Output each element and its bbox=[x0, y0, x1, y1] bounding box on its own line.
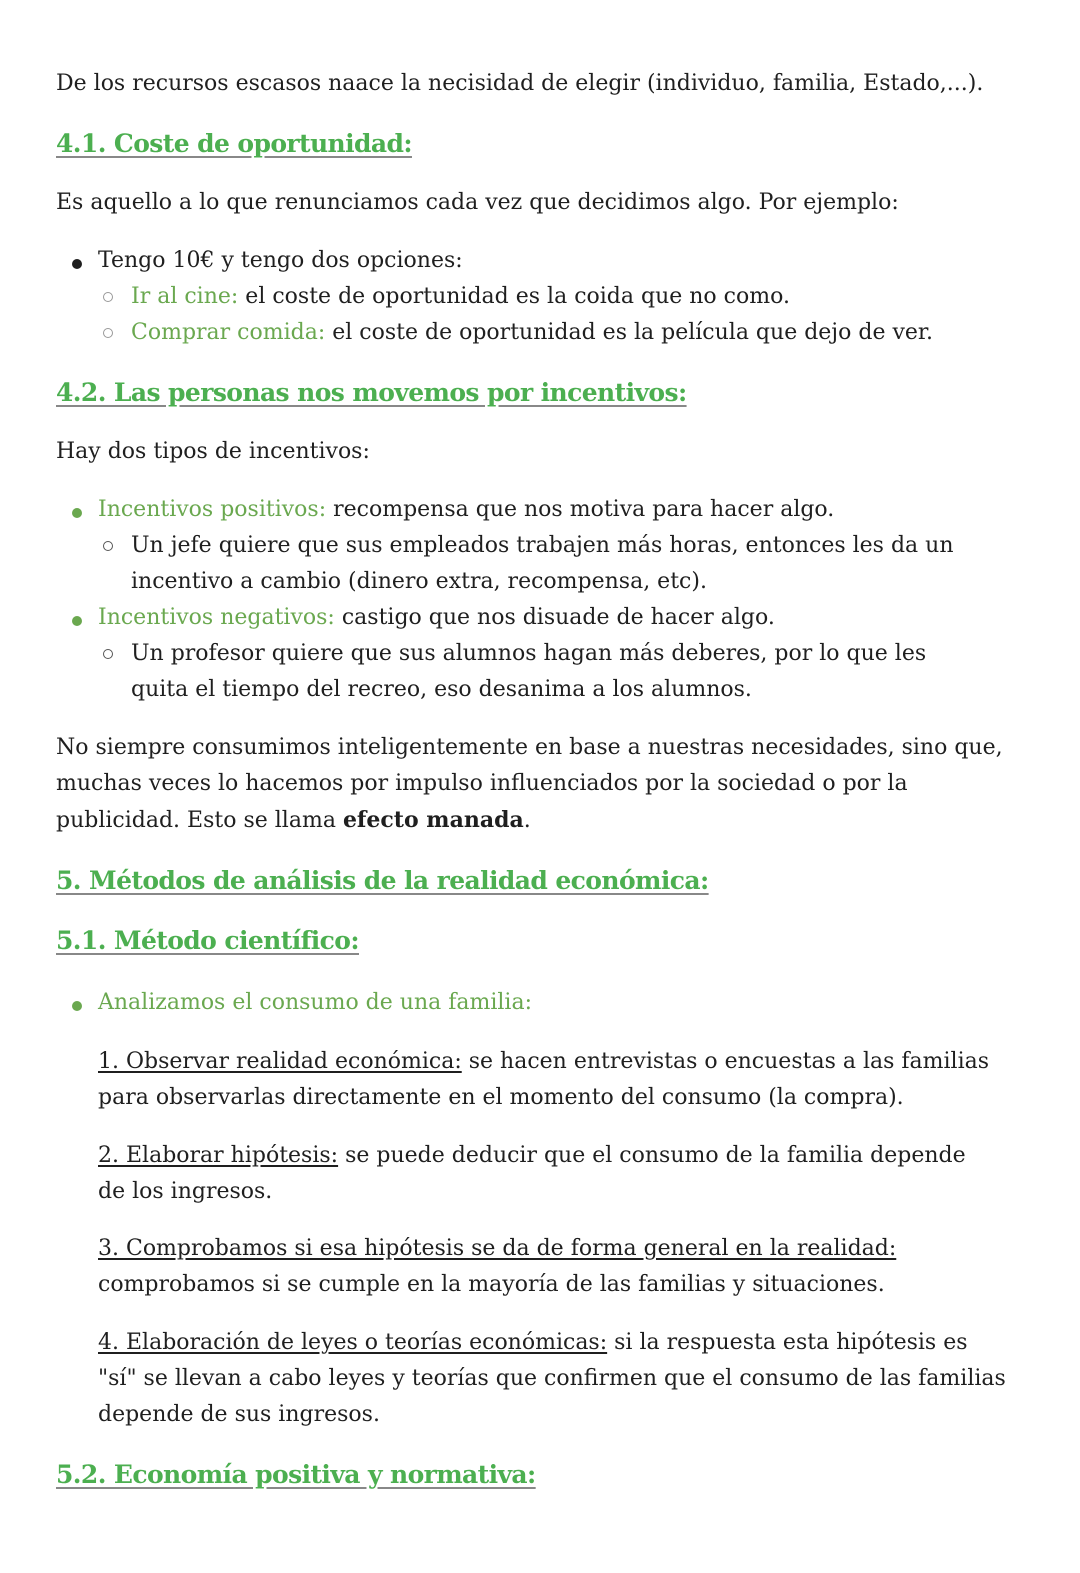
step-2 bbox=[98, 1138, 998, 1210]
bullet-positive-incentives bbox=[98, 492, 834, 528]
positive-text: recompensa que nos motiva para hacer algo. bbox=[326, 497, 835, 522]
step-4-label: 4. Elaboración de leyes o teorías económicas: bbox=[98, 1330, 608, 1355]
cinema-text: el coste de oportunidad es la coida que no como. bbox=[238, 284, 790, 309]
step-3-label: 3. Comprobamos si esa hipótesis se da de forma general en la realidad: bbox=[98, 1236, 897, 1261]
herd-bold-term: efecto manada bbox=[342, 807, 524, 833]
step-1-label: 1. Observar realidad económica: bbox=[98, 1049, 462, 1074]
heading-4-1: 4.1. Coste de oportunidad: bbox=[56, 129, 412, 158]
step-1-text: se hacen entrevistas o encuestas a las familias para observarlas directamente en el momento del consumo (la compra). bbox=[98, 1049, 990, 1110]
step-2-label: 2. Elaborar hipótesis: bbox=[98, 1143, 339, 1168]
sub-bullet-icon bbox=[103, 292, 113, 302]
step-3-text: comprobamos si se cumple en la mayoría de las familias y situaciones. bbox=[98, 1272, 885, 1297]
step-1 bbox=[98, 1044, 998, 1116]
intro-paragraph: De los recursos escasos naace la necisidad de elegir (individuo, familia, Estado,...). bbox=[56, 71, 984, 96]
positive-example: Un jefe quiere que sus empleados trabajen más horas, entonces les da un incentivo a cambio (dinero extra, recompensa, etc). bbox=[131, 533, 954, 594]
bullet-icon bbox=[72, 616, 82, 626]
food-text: el coste de oportunidad es la película que dejo de ver. bbox=[325, 320, 933, 345]
bullet-family-consumption: Analizamos el consumo de una familia: bbox=[98, 990, 532, 1015]
sub-bullet-food bbox=[131, 315, 933, 351]
positive-label: Incentivos positivos: bbox=[98, 497, 327, 522]
sub-bullet-cinema bbox=[131, 279, 790, 315]
bullet-icon bbox=[72, 508, 82, 518]
step-2-text: se puede deducir que el consumo de la familia depende de los ingresos. bbox=[98, 1143, 966, 1204]
bullet-negative-incentives bbox=[98, 600, 775, 636]
paragraph-4-2: Hay dos tipos de incentivos: bbox=[56, 439, 370, 464]
sub-bullet-icon bbox=[103, 541, 113, 551]
negative-label: Incentivos negativos: bbox=[98, 605, 335, 630]
herd-effect-paragraph bbox=[56, 730, 1031, 839]
heading-5-2: 5.2. Economía positiva y normativa: bbox=[56, 1460, 536, 1489]
herd-text: No siempre consumimos inteligentemente en base a nuestras necesidades, sino que, muchas veces lo hacemos por impulso influenciados por la sociedad o por la publicidad. Esto se llama bbox=[56, 735, 1003, 833]
step-4 bbox=[98, 1325, 1013, 1433]
herd-end: . bbox=[523, 808, 531, 833]
cinema-label: Ir al cine: bbox=[131, 284, 239, 309]
bullet-icon bbox=[72, 259, 82, 269]
negative-example: Un profesor quiere que sus alumnos hagan más deberes, por lo que les quita el tiempo del recreo, eso desanima a los alumnos. bbox=[131, 641, 927, 702]
paragraph-4-1: Es aquello a lo que renunciamos cada vez que decidimos algo. Por ejemplo: bbox=[56, 190, 899, 215]
bullet-icon bbox=[72, 1001, 82, 1011]
sub-bullet-icon bbox=[103, 328, 113, 338]
step-4-text: si la respuesta esta hipótesis es "sí" se llevan a cabo leyes y teorías que confirmen que el consumo de las familias depende de sus ingresos. bbox=[98, 1330, 1006, 1427]
step-3 bbox=[98, 1231, 1028, 1303]
heading-4-2: 4.2. Las personas nos movemos por incentivos: bbox=[56, 378, 687, 407]
sub-bullet-icon bbox=[103, 649, 113, 659]
heading-5-1: 5.1. Método científico: bbox=[56, 926, 359, 955]
heading-5: 5. Métodos de análisis de la realidad económica: bbox=[56, 866, 709, 895]
negative-text: castigo que nos disuade de hacer algo. bbox=[334, 605, 775, 630]
food-label: Comprar comida: bbox=[131, 320, 326, 345]
bullet-ten-euros: Tengo 10€ y tengo dos opciones: bbox=[98, 248, 463, 273]
